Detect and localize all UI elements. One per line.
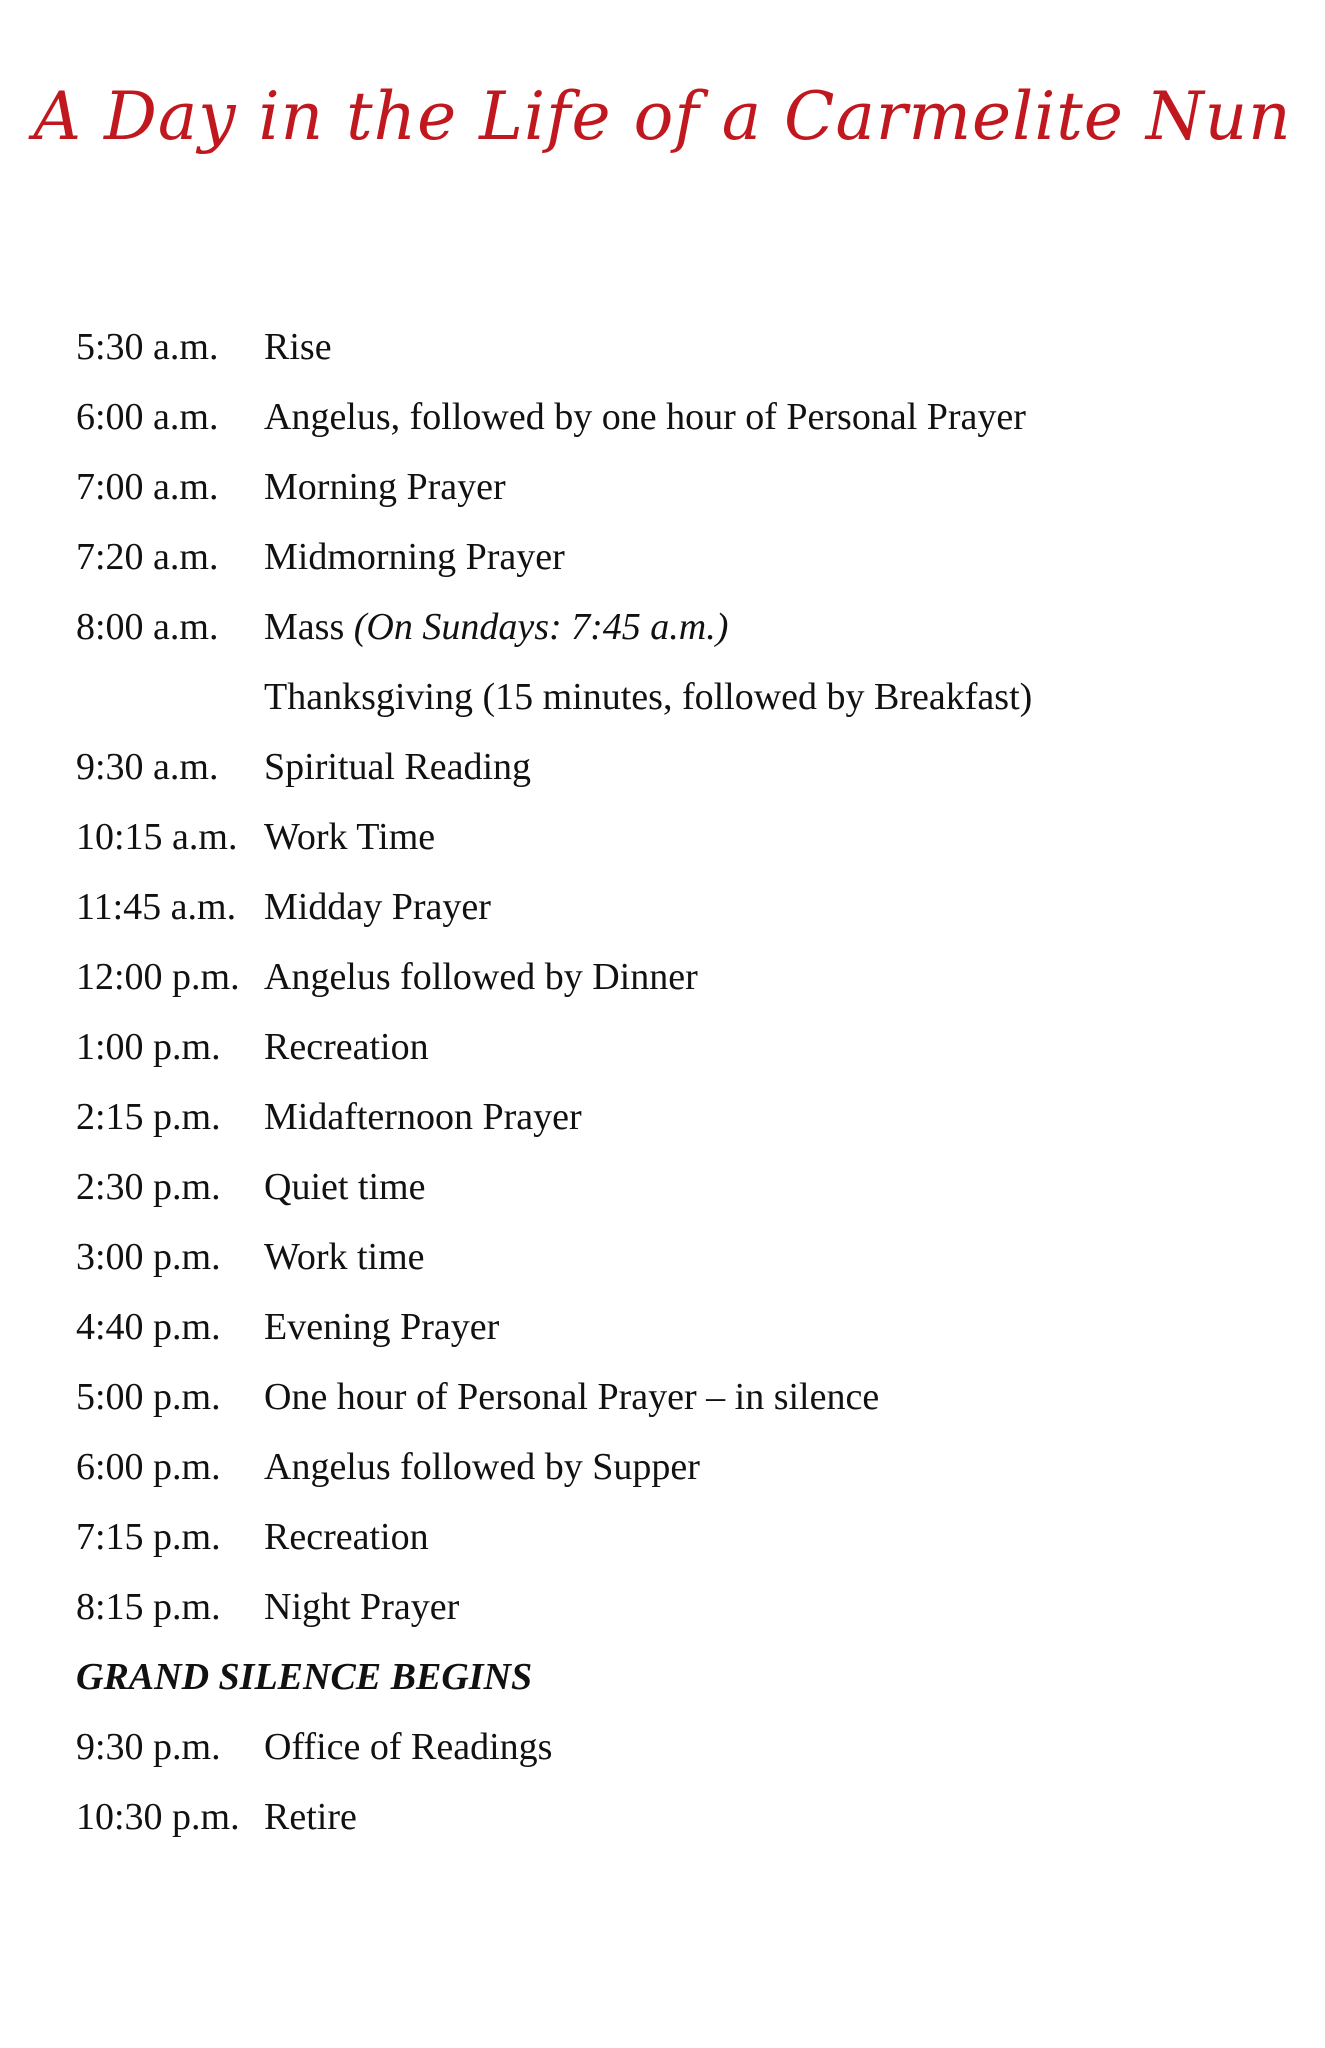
schedule-time: 3:00 p.m. bbox=[76, 1236, 221, 1278]
schedule-time: 6:00 p.m. bbox=[76, 1446, 221, 1488]
schedule-row bbox=[76, 802, 1276, 872]
schedule-activity: Work Time bbox=[264, 816, 436, 858]
schedule-time: 7:00 a.m. bbox=[76, 466, 219, 508]
schedule-row bbox=[76, 1082, 1276, 1152]
schedule-activity: Thanksgiving (15 minutes, followed by Breakfast) bbox=[264, 676, 1033, 718]
schedule-row bbox=[76, 592, 1276, 662]
schedule-time: 2:30 p.m. bbox=[76, 1166, 221, 1208]
sunday-note: (On Sundays: 7:45 a.m.) bbox=[353, 606, 729, 648]
schedule-activity: Angelus, followed by one hour of Personal Prayer bbox=[264, 396, 1026, 438]
schedule-time: 11:45 a.m. bbox=[76, 886, 237, 928]
schedule-time: 7:15 p.m. bbox=[76, 1516, 221, 1558]
schedule-time: 8:00 a.m. bbox=[76, 606, 219, 648]
schedule-activity: Angelus followed by Dinner bbox=[264, 956, 698, 998]
schedule-activity: Night Prayer bbox=[264, 1586, 460, 1628]
schedule-time: 4:40 p.m. bbox=[76, 1306, 221, 1348]
schedule-activity: Angelus followed by Supper bbox=[264, 1446, 700, 1488]
schedule-row bbox=[76, 872, 1276, 942]
schedule-activity: Quiet time bbox=[264, 1166, 426, 1208]
schedule-time: 10:15 a.m. bbox=[76, 816, 238, 858]
schedule-row bbox=[76, 382, 1276, 452]
schedule-time: 9:30 a.m. bbox=[76, 746, 219, 788]
schedule-time: 12:00 p.m. bbox=[76, 956, 240, 998]
schedule-time: 1:00 p.m. bbox=[76, 1026, 221, 1068]
schedule-time: 9:30 p.m. bbox=[76, 1726, 221, 1768]
schedule-row bbox=[76, 452, 1276, 522]
schedule-time: 5:30 a.m. bbox=[76, 326, 219, 368]
schedule-time: 8:15 p.m. bbox=[76, 1586, 221, 1628]
schedule-row bbox=[76, 1012, 1276, 1082]
schedule-time: 10:30 p.m. bbox=[76, 1796, 240, 1838]
schedule-activity: Recreation bbox=[264, 1026, 429, 1068]
schedule-row bbox=[76, 1222, 1276, 1292]
schedule-activity: Evening Prayer bbox=[264, 1306, 500, 1348]
schedule-activity: Midday Prayer bbox=[264, 886, 491, 928]
grand-silence-heading: GRAND SILENCE BEGINS bbox=[76, 1656, 533, 1698]
schedule-row bbox=[76, 1572, 1276, 1642]
schedule-activity: One hour of Personal Prayer – in silence bbox=[264, 1376, 880, 1418]
mass-label: Mass bbox=[264, 606, 345, 648]
schedule-row bbox=[76, 1152, 1276, 1222]
schedule-row bbox=[76, 1362, 1276, 1432]
schedule-row bbox=[76, 1712, 1276, 1782]
grand-silence-row bbox=[76, 1642, 1276, 1712]
schedule-activity: Recreation bbox=[264, 1516, 429, 1558]
schedule-row bbox=[76, 1502, 1276, 1572]
schedule-row bbox=[76, 1432, 1276, 1502]
schedule-activity: Work time bbox=[264, 1236, 425, 1278]
schedule-row bbox=[76, 732, 1276, 802]
schedule-row bbox=[76, 312, 1276, 382]
schedule-activity: Office of Readings bbox=[264, 1726, 553, 1768]
schedule-activity: Rise bbox=[264, 326, 332, 368]
schedule-time: 7:20 a.m. bbox=[76, 536, 219, 578]
schedule-row bbox=[76, 942, 1276, 1012]
schedule-row bbox=[76, 522, 1276, 592]
page-title: A Day in the Life of a Carmelite Nun bbox=[33, 78, 1292, 155]
schedule-row bbox=[76, 1292, 1276, 1362]
schedule-time: 2:15 p.m. bbox=[76, 1096, 221, 1138]
schedule-time: 6:00 a.m. bbox=[76, 396, 219, 438]
schedule-activity: Midafternoon Prayer bbox=[264, 1096, 582, 1138]
schedule-row bbox=[76, 1782, 1276, 1852]
schedule-activity: Spiritual Reading bbox=[264, 746, 532, 788]
schedule-activity bbox=[264, 605, 1276, 649]
schedule-time: 5:00 p.m. bbox=[76, 1376, 221, 1418]
schedule-activity: Retire bbox=[264, 1796, 357, 1838]
schedule-list bbox=[76, 312, 1276, 1852]
schedule-activity: Morning Prayer bbox=[264, 466, 506, 508]
schedule-row bbox=[76, 662, 1276, 732]
schedule-activity: Midmorning Prayer bbox=[264, 536, 565, 578]
